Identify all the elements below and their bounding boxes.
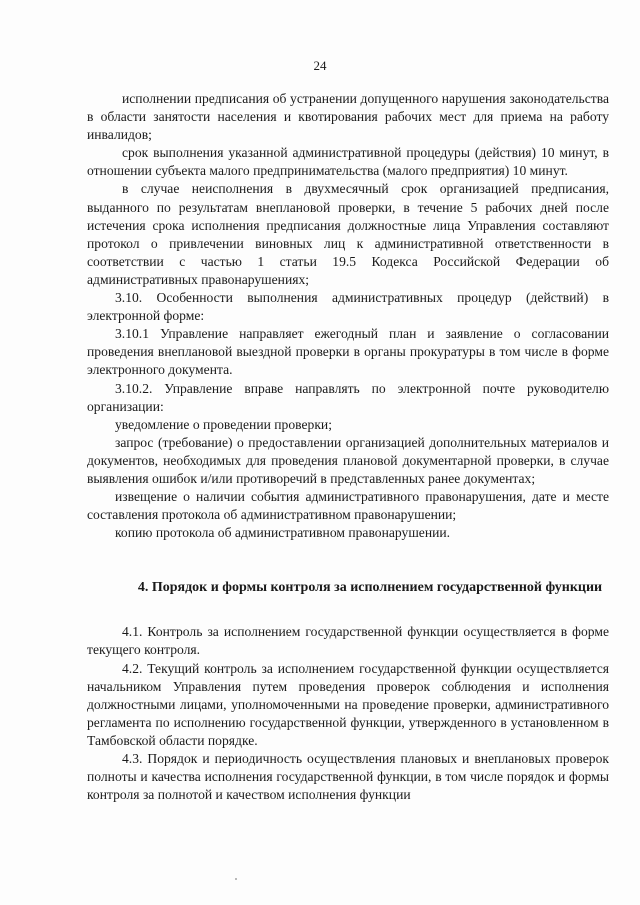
paragraph: исполнении предписания об устранении допущенного нарушения законодательства в области занятости населения и квотирования рабочих мест для приема на работу инвалидов; (87, 91, 609, 143)
paragraph: 3.10.2. Управление вправе направлять по электронной почте руководителю организации: (87, 380, 609, 414)
section-heading: 4. Порядок и формы контроля за исполнением государственной функции (137, 580, 603, 596)
scan-speck (235, 878, 237, 880)
list-item: извещение о наличии события административного правонарушения, дате и месте составления протокола об административном правонарушении; (87, 489, 609, 523)
paragraph: 4.1. Контроль за исполнением государственной функции осуществляется в форме текущего контроля. (87, 624, 609, 658)
paragraph: 4.3. Порядок и периодичность осуществления плановых и внеплановых проверок полноты и качества исполнения государственной функции, в том числе порядок и формы контроля за полнотой и качеством исполнения функции (87, 751, 609, 803)
paragraph: 3.10. Особенности выполнения административных процедур (действий) в электронной форме: (87, 290, 609, 324)
list-item: уведомление о проведении проверки; (115, 416, 332, 432)
paragraph: 3.10.1 Управление направляет ежегодный план и заявление о согласовании проведения внеплановой выездной проверки в органы прокуратуры в том числе в форме электронного документа. (87, 326, 609, 378)
paragraph: срок выполнения указанной административной процедуры (действия) 10 минут, в отношении субъекта малого предпринимательства (малого предприятия) 10 минут. (87, 145, 609, 179)
paragraph: в случае неисполнения в двухмесячный срок организацией предписания, выданного по результатам внеплановой проверки, в течение 5 рабочих дней после истечения срока исполнения предписания должностные лица Управления составляют протокол о привлечении виновных лиц к административной ответственности в соответствии с частью 1 статьи 19.5 Кодекса Российской Федерации об административных правонарушениях; (87, 181, 609, 287)
page-number: 24 (313, 58, 327, 73)
list-item: запрос (требование) о предоставлении организацией дополнительных материалов и документов, необходимых для проведения плановой документарной проверки, в случае выявления ошибок и/или противоречий в представленных ранее документах; (87, 434, 609, 486)
paragraph: 4.2. Текущий контроль за исполнением государственной функции осуществляется начальником Управления путем проведения проверок соблюдения и исполнения должностными лицами, уполномоченными на проведение проверки, административного регламента по исполнению государственной функции, утвержденного в установленном в Тамбовской области порядке. (87, 660, 609, 748)
list-item: копию протокола об административном правонарушении. (115, 525, 451, 541)
document-body (87, 90, 609, 804)
